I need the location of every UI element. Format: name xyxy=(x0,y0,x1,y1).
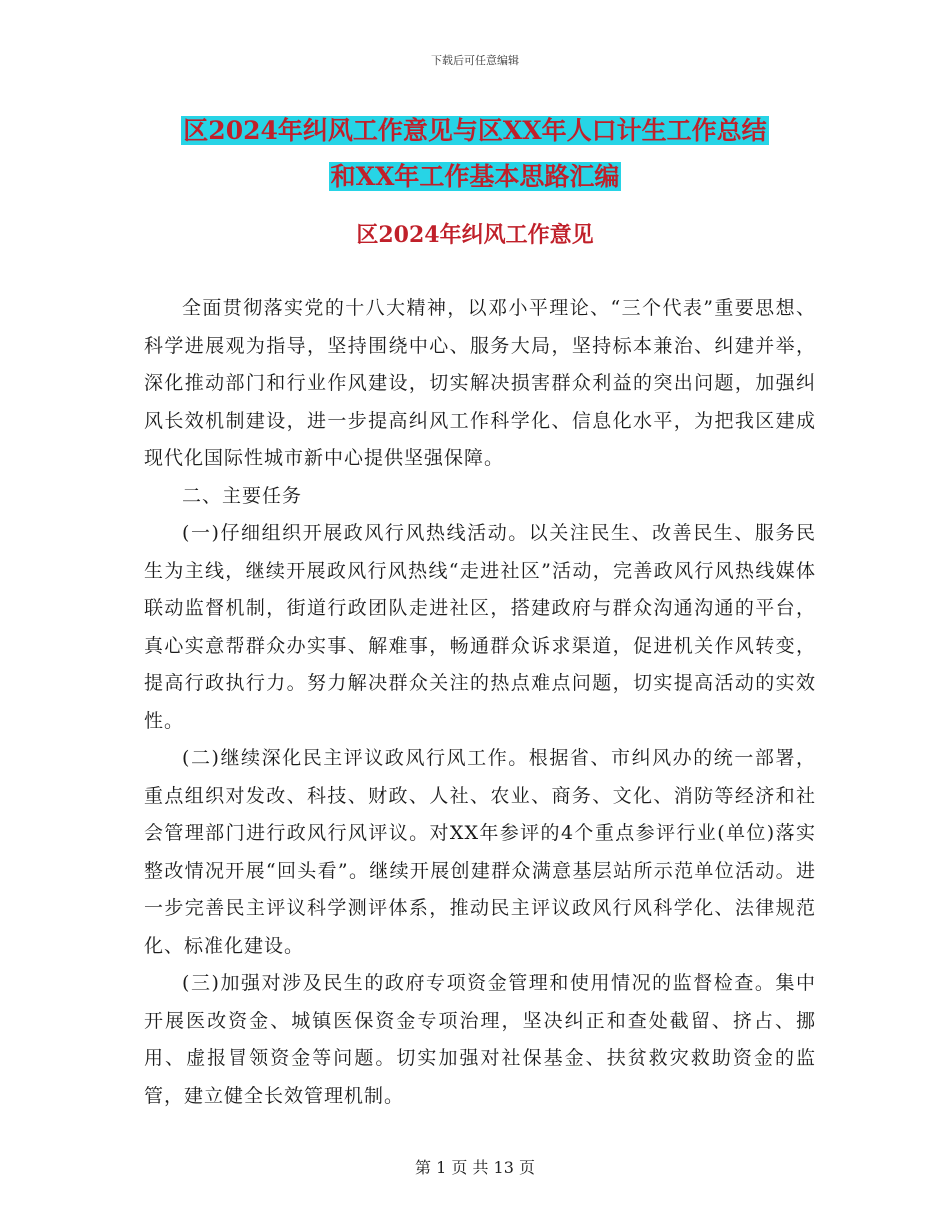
paragraph-task-3: (三)加强对涉及民生的政府专项资金管理和使用情况的监督检查。集中开展医改资金、城镇医保资金专项治理，坚决纠正和查处截留、挤占、挪用、虚报冒领资金等问题。切实加强对社保基金、扶贫救灾救助资金的监管，建立健全长效管理机制。 xyxy=(144,972,816,1107)
paragraph-heading-main-tasks: 二、主要任务 xyxy=(182,484,303,507)
document-title-line-2: 和XX年工作基本思路汇编 xyxy=(330,162,620,191)
document-title-line-1: 区2024年纠风工作意见与区XX年人口计生工作总结 xyxy=(183,116,767,145)
paragraph-task-2: (二)继续深化民主评议政风行风工作。根据省、市纠风办的统一部署，重点组织对发改、科技、财政、人社、农业、商务、文化、消防等经济和社会管理部门进行政风行风评议。对XX年参评的4个重点参评行业(单位)落实整改情况开展“回头看”。继续开展创建群众满意基层站所示范单位活动。进一步完善民主评议科学测评体系，推动民主评议政风行风科学化、法律规范化、标准化建设。 xyxy=(144,747,816,957)
body-text xyxy=(144,290,816,1115)
paragraph-task-1: (一)仔细组织开展政风行风热线活动。以关注民生、改善民生、服务民生为主线，继续开展政风行风热线“走进社区”活动，完善政风行风热线媒体联动监督机制，街道行政团队走进社区，搭建政府与群众沟通沟通的平台，真心实意帮群众办实事、解难事，畅通群众诉求渠道，促进机关作风转变，提高行政执行力。努力解决群众关注的热点难点问题，切实提高活动的实效性。 xyxy=(144,522,816,732)
page-footer: 第 1 页 共 13 页 xyxy=(415,1158,535,1177)
section-title: 区2024年纠风工作意见 xyxy=(356,222,594,248)
paragraph-intro: 全面贯彻落实党的十八大精神，以邓小平理论、“三个代表”重要思想、科学进展观为指导，坚持围绕中心、服务大局，坚持标本兼治、纠建并举，深化推动部门和行业作风建设，切实解决损害群众利益的突出问题，加强纠风长效机制建设，进一步提高纠风工作科学化、信息化水平，为把我区建成现代化国际性城市新中心提供坚强保障。 xyxy=(144,297,816,469)
header-note: 下载后可任意编辑 xyxy=(431,54,519,67)
document-title xyxy=(0,108,950,200)
